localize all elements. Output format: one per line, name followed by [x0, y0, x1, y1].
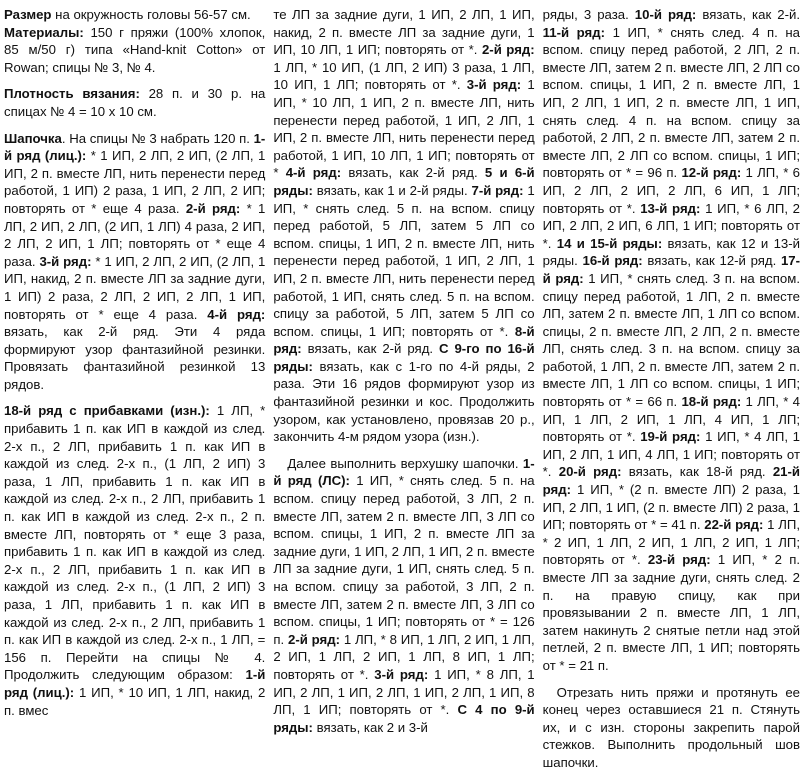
row-text: вязать, как 1 и 2-й ряды. [312, 182, 472, 198]
hat-intro: . На спицы № 3 набрать 120 п. [61, 130, 254, 146]
crown-intro: Далее выполнить верхушку шапочки. [287, 455, 523, 471]
row-text: вязать, как 2-й ряд. [341, 165, 485, 181]
row-label: 8-й ряд: [273, 323, 535, 357]
text-column-2 [273, 6, 535, 735]
density-paragraph [4, 85, 265, 120]
row-label: 18-й ряд с прибавками (изн.): [4, 403, 210, 419]
row-text: 1 ИП, * (2 п. вместе ЛП) 2 раза, 1 ИП, 2 ЛП, 1 ИП, (2 п. вместе ЛП) 2 раза, 1 ИП; повторять от * = 41 п. [542, 482, 800, 533]
density-text: 28 п. и 30 р. на спицах № 4 = 10 х 10 см. [4, 86, 266, 119]
row-label: 21-й ряд: [542, 464, 800, 498]
row-label: 3-й ряд: [466, 77, 522, 93]
row-text: вязать, как 12-й ряд. [642, 253, 781, 269]
row-label: 13-й ряд: [640, 200, 701, 216]
row-text: 1 ИП, * 10 ИП, 1 ЛП, накид, 2 п. вмес [4, 684, 266, 718]
row-text: 1 ЛП, * 4 ИП, 1 ЛП, 2 ИП, 1 ЛП, 4 ИП, 1 ЛП; повторять от *. [542, 394, 800, 445]
row-text: 1 ЛП, * прибавить 1 п. как ИП в каждой из след. 2-х п., 2 ЛП, прибавить 1 п. как ИП в каждой из след. 2-х п., (1 ЛП, 2 ИП) 3 раза, 1 ЛП, прибавить 1 п. как ИП в каждой из след. 2-х п., 2 ЛП, прибавить 1 п. как ИП в каждой из след. 2-х п., 2 п. вместе ЛП, повторять от * еще 3 раза, прибавить 1 п. как ИП в каждой из след. 2-х п., 2 ЛП, прибавить 1 п. как ИП в каждой из след. 2-х п., (1 ЛП, 2 ИП) 3 раза, 1 ЛП, прибавить 1 п. как ИП в каждой из след. 2-х п., 2 ЛП, прибавить 1 п. как ИП в каждой из след. 2-х п., 1 ЛП, = 156 п. Перейти на спицы № 4. Продолжить следующим образом: [4, 403, 266, 683]
row-label: 1-й ряд (ЛС): [273, 455, 535, 489]
row-label: 18-й ряд: [681, 394, 742, 410]
row-label: 4-й ряд: [285, 165, 342, 181]
hat-heading: Шапочка [4, 130, 62, 146]
row-label: 1-й ряд (лиц.): [4, 667, 266, 700]
row-text: * 1 ЛП, 2 ИП, 2 ЛП, (2 ИП, 1 ЛП) 4 раза, 2 ИП, 2 ЛП, 2 ИП, 1 ЛП; повторять от * еще 4 раза. [4, 200, 266, 269]
row-text: вязать, как 18-й ряд. [621, 464, 773, 480]
row-text: * 1 ИП, 2 ЛП, 2 ИП, (2 ЛП, 1 ИП, 2 п. вместе ЛП, нить перенести перед работой, 1 ИП) 2 раза, 1 ИП, 2 ЛП, 2 ИП; повторять от * еще 4 раза. [4, 148, 266, 216]
hat-paragraph [4, 130, 265, 394]
row-text: те ЛП за задние дуги, 1 ИП, 2 ЛП, 1 ИП, накид, 2 п. вместе ЛП за задние дуги, 1 ИП, 10 ЛП, 1 ИП; повторять от *. [273, 7, 535, 58]
row-text: 1 ИП, * 2 п. вместе ЛП за задние дуги, снять след. 2 п. на правую спицу, как при провязывании 2 п. вместе ЛП, 1 ЛП, затем накинуть 2 снятые петли над этой петлей, 2 п. вместе ЛП, 1 ИП; повторять от * = 21 п. [542, 552, 801, 673]
row-text: 1 ИП, * снять след. 5 п. на вспом. спицу перед работой, 3 ЛП, 2 п. вместе ЛП, затем 2 п. вместе ЛП, 3 ЛП со вспом. спицы, 1 ИП, 2 п. вместе ЛП за задние дуги, 1 ИП, 2 ЛП, 1 ИП, 2 п. вместе ЛП за задние дуги, 1 ИП, снять след. 5 п. на вспом. спицу за работой, 3 ЛП, 2 п. вместе ЛП, затем 2 п. вместе ЛП, 3 ЛП со вспом. спицы, 1 ИП; повторять от * = 126 п. [273, 473, 535, 647]
row-text: 1 ИП, * 6 ЛП, 2 ИП, 2 ЛП, 2 ИП, 6 ЛП, 1 ИП; повторять от *. [542, 200, 800, 251]
row-label: 1-й ряд (лиц.): [4, 130, 266, 164]
row-label: 23-й ряд: [647, 552, 711, 568]
row-label: 7-й ряд: [471, 182, 524, 198]
materials-paragraph [4, 24, 265, 77]
row-label: 17-й ряд: [542, 253, 800, 286]
row-label: 22-й ряд: [704, 517, 764, 533]
pattern-rows-paragraph [273, 6, 534, 446]
density-label: Плотность вязания: [4, 86, 140, 102]
size-text: на окружность головы 56-57 см. [51, 7, 251, 22]
row-label: 19-й ряд: [640, 429, 701, 445]
row-text: вязать, как с 1-го по 4-й ряды, 2 раза. Эти 16 рядов формируют узор из фантазийной резинки и кос. Продолжить узором, как установлено, провязав 20 р., закончить 4-м рядом узора (изн.). [273, 358, 535, 445]
text-column-3 [542, 6, 801, 770]
row-label: 16-й ряд: [582, 253, 643, 269]
row-label: 20-й ряд: [558, 464, 622, 480]
row-text: вязать, как 12 и 13-й ряды. [542, 235, 801, 269]
size-label: Размер [4, 7, 52, 22]
row-text: 1 ЛП, * 8 ИП, 1 ЛП, 2 ИП, 1 ЛП, 2 ИП, 1 ЛП, 2 ИП, 1 ЛП, 8 ИП, 1 ЛП; повторять от *. [273, 631, 535, 682]
finish-text: Отрезать нить пряжи и протянуть ее конец через оставшиеся 21 п. Стянуть их, и с изн. стороны закрепить парой стежков. Выполнить продольный шов шапочки. [542, 684, 800, 770]
row-label: 14 и 15-й ряды: [556, 235, 663, 251]
row-text: вязать, как 2-й ряд. Эти 4 ряда формируют узор фантазийной резинки. Провязать фантазийной резинкой 13 рядов. [4, 324, 266, 392]
row-text: 1 ИП, * 8 ЛП, 1 ИП, 2 ЛП, 1 ИП, 2 ЛП, 1 ИП, 2 ЛП, 1 ИП, 8 ЛП, 1 ИП; повторять от *. [273, 666, 535, 718]
row-label: 2-й ряд: [287, 631, 340, 647]
row-label: 5 и 6-й ряды: [273, 165, 535, 198]
crown-paragraph [273, 455, 534, 737]
text-column-1 [4, 6, 265, 718]
size-paragraph [4, 6, 265, 24]
row-label: 10-й ряд: [634, 7, 697, 22]
row-text: * 1 ИП, 2 ЛП, 2 ИП, (2 ЛП, 1 ИП, накид, 2 п. вместе ЛП за задние дуги, 1 ИП) 2 раза, 2 ЛП, 2 ИП, 2 ЛП, 1 ИП, повторять от * еще 4 раза. [4, 253, 266, 322]
row-label: 4-й ряд: [207, 306, 266, 322]
row-label: 3-й ряд: [374, 666, 429, 682]
row-label: 12-й ряд: [681, 165, 742, 181]
materials-text: 150 г пряжи (100% хлопок, 85 м/50 г) типа «Hand-knit Cotton» от Rowan; спицы № 3, № 4. [4, 24, 266, 75]
row-text: 1 ЛП, * 10 ИП, (1 ЛП, 2 ИП) 3 раза, 1 ЛП, 10 ИП, 1 ЛП; повторять от *. [273, 59, 535, 93]
crown-rows-paragraph [543, 6, 800, 675]
row-text: 1 ЛП, * 2 ИП, 1 ЛП, 2 ИП, 1 ЛП, 2 ИП, 1 ЛП; повторять от *. [542, 517, 800, 568]
row-label: 3-й ряд: [39, 253, 92, 269]
row-text: 1 ИП, * 4 ЛП, 1 ИП, 2 ЛП, 1 ИП, 4 ЛП, 1 ИП; повторять от *. [542, 429, 800, 480]
row-text: ряды, 3 раза. [542, 7, 635, 22]
increase-row-paragraph [4, 402, 265, 719]
materials-label: Материалы: [4, 24, 84, 40]
row-text: 1 ИП, * снять след. 3 п. на вспом. спицу перед работой, 1 ЛП, 2 п. вместе ЛП, затем 2 п. вместе ЛП, 1 ЛП со вспом. спицы, 2 п. вместе ЛП, 2 ЛП, 2 п. вместе ЛП, снять след. 3 п. на вспом. спицу за работой, 1 ЛП, 2 п. вместе ЛП, затем 2 п. вместе ЛП, 1 ЛП со вспом. спицы, 1 ИП; повторять от * = 66 п. [542, 270, 800, 410]
row-label: 2-й ряд: [185, 200, 241, 216]
row-label: 11-й ряд: [542, 24, 605, 40]
row-text: вязать, как 2-й. [696, 7, 801, 22]
row-text: вязать, как 2 и 3-й [312, 719, 428, 735]
row-text: вязать, как 2-й ряд. [301, 341, 439, 357]
row-label: С 4 по 9-й ряды: [273, 702, 535, 735]
row-text: 1 ИП, * снять след. 4 п. на вспом. спицу перед работой, 2 ЛП, 2 п. вместе ЛП, затем 2 п. вместе ЛП, 2 ЛП со вспом. спицы, 1 ИП, 2 п. вместе ЛП, 1 ИП, 2 ЛП, 1 ИП, 2 п. вместе ЛП, 1 ИП, снять след. 4 п. на вспом. спицу за работой, 2 ЛП, 2 п. вместе ЛП, затем 2 п. вместе ЛП, 2 ЛП со вспом. спицы, 1 ИП; повторять от * = 96 п. [542, 24, 800, 181]
finish-paragraph [543, 684, 800, 772]
row-text: 1 ЛП, * 6 ИП, 2 ЛП, 2 ИП, 2 ЛП, 6 ИП, 1 ЛП; повторять от *. [542, 165, 800, 216]
row-label: 2-й ряд: [481, 42, 535, 58]
row-text: 1 ИП, * снять след. 5 п. на вспом. спицу перед работой, 5 ЛП, затем 5 ЛП со вспом. спицы, 1 ИП, 2 п. вместе ЛП, нить перенести перед работой, 1 ИП, 2 ЛП, 1 ИП, 2 п. вместе ЛП, нить перенести перед работой, 1 ИП, снять след. 5 п. на вспом. спицу за работой, 5 ЛП, затем 5 ЛП со вспом. спицы, 1 ИП; повторять от *. [273, 182, 535, 339]
row-label: С 9-го по 16-й ряды: [273, 341, 535, 374]
row-text: 1 ИП, * 10 ЛП, 1 ИП, 2 п. вместе ЛП, нить перенести перед работой, 1 ИП, 2 ЛП, 1 ИП, 2 п. вместе ЛП, нить перенести перед работой, 1 ИП, 10 ЛП, 1 ИП; повторять от * [273, 77, 535, 181]
